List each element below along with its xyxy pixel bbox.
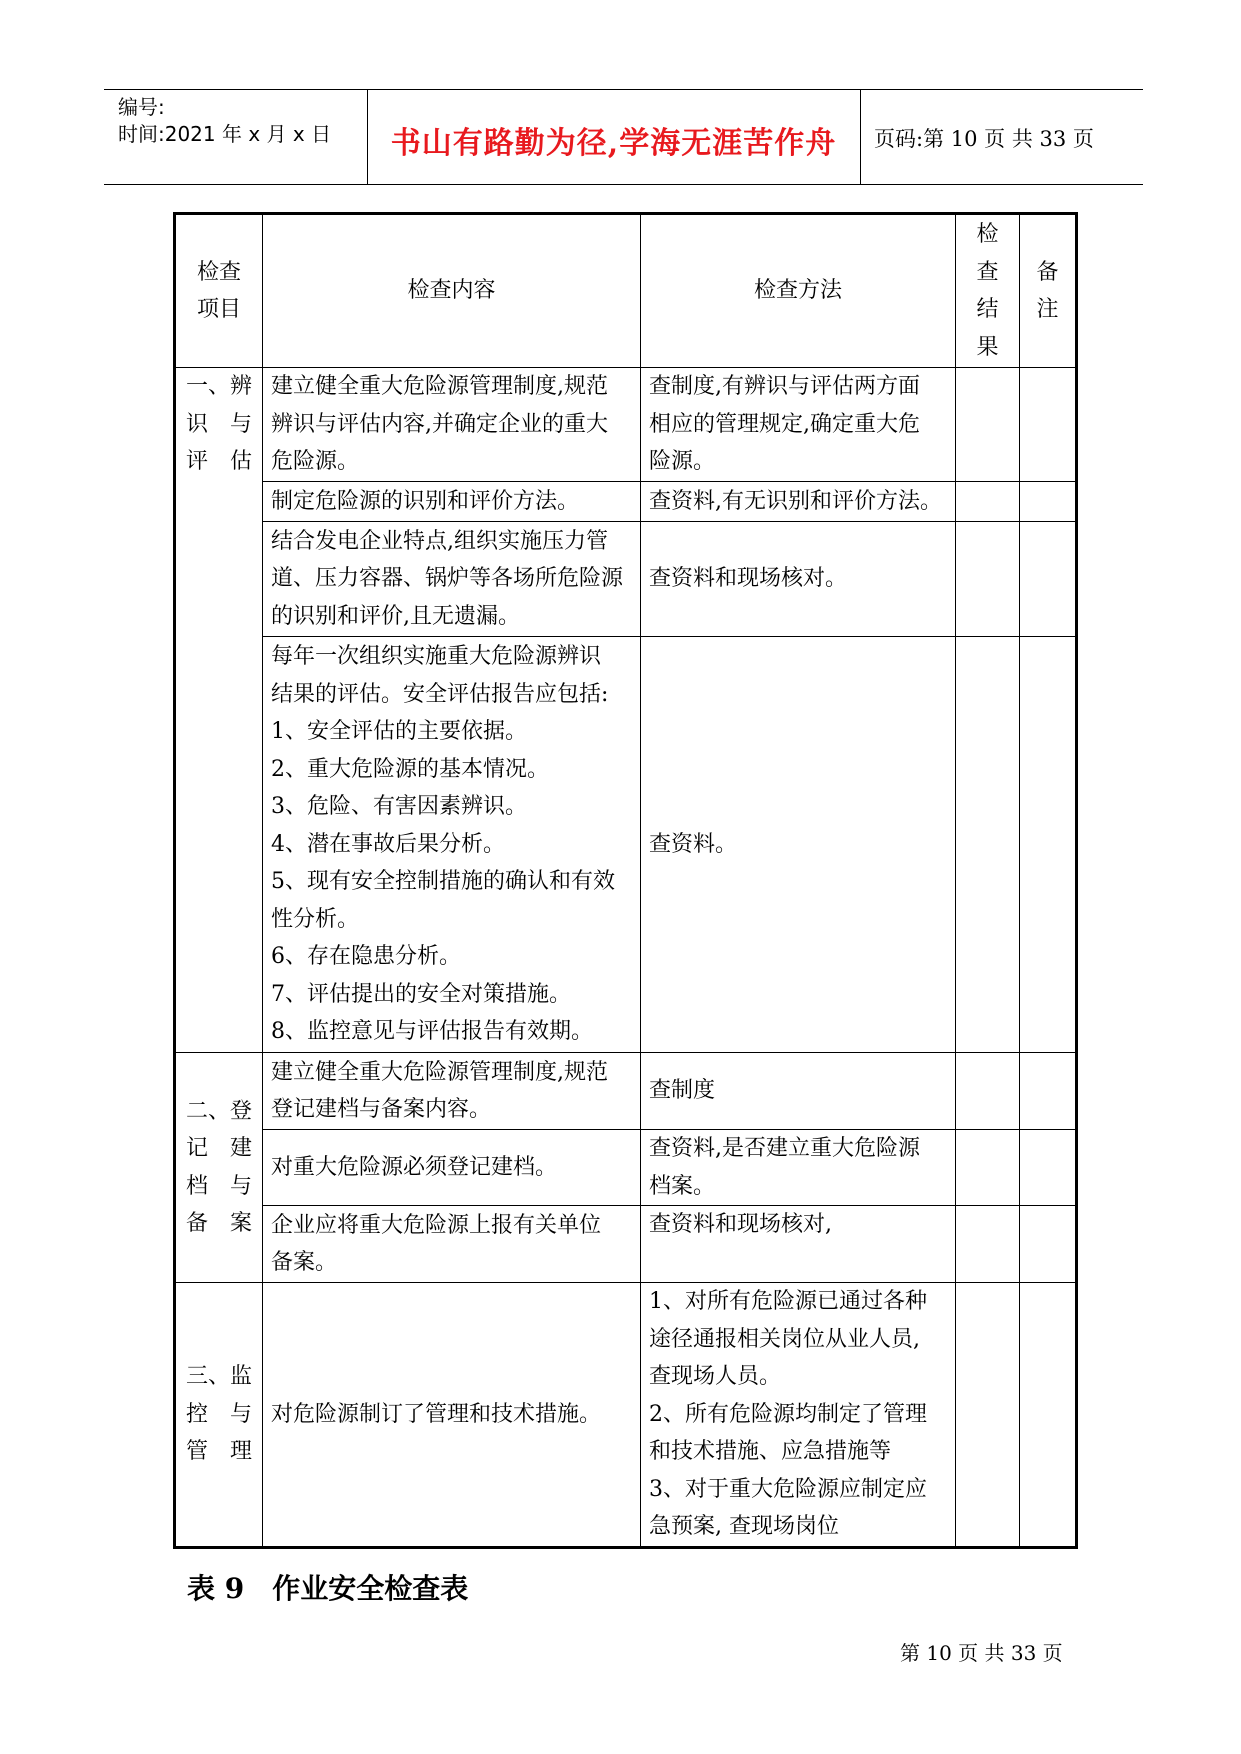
check-content-line: 企业应将重大危险源上报有关单位 [271, 1212, 602, 1238]
header-result-char: 检 [976, 222, 999, 247]
check-method-cell [641, 1130, 956, 1206]
header-meta [118, 94, 331, 148]
check-content-line: 对重大危险源必须登记建档。 [271, 1154, 558, 1180]
check-content-line: 1、安全评估的主要依据。 [271, 719, 528, 745]
remark-cell [1020, 482, 1077, 522]
check-method-cell [641, 1206, 956, 1283]
check-content-line: 道、压力容器、锅炉等各场所危险源 [271, 566, 624, 592]
header-item-text: 检查 [197, 259, 242, 285]
check-method-line: 险源。 [649, 449, 716, 475]
check-method-line: 查资料。 [649, 831, 738, 857]
check-content-cell [263, 1283, 641, 1548]
check-result-cell [956, 637, 1020, 1053]
section-item-text: 档 与 [186, 1173, 253, 1199]
header-page-info: 页码:第 10 页 共 33 页 [874, 127, 1094, 151]
check-content-cell [263, 1053, 641, 1130]
check-method-line: 查资料和现场核对, [649, 1212, 833, 1237]
table-row [175, 1053, 1077, 1130]
remark-cell [1020, 1130, 1077, 1206]
header-remark-char: 备 [1036, 259, 1059, 285]
section-item-text: 管理 [186, 1439, 253, 1465]
check-result-cell [956, 1283, 1020, 1548]
section-item-cell [175, 1053, 263, 1283]
check-content-line: 建立健全重大危险源管理制度,规范 [271, 374, 609, 400]
check-result-cell [956, 1206, 1020, 1283]
table-row [175, 1283, 1077, 1548]
check-content-cell [263, 368, 641, 482]
remark-cell [1020, 368, 1077, 482]
check-content-line: 备案。 [271, 1250, 338, 1275]
check-content-line: 8、监控意见与评估报告有效期。 [271, 1019, 594, 1045]
table-header-row [175, 214, 1077, 368]
check-method-line: 查制度 [649, 1078, 716, 1104]
section-item-text: 评估 [186, 449, 253, 474]
inspection-table [173, 212, 1078, 1549]
check-method-cell [641, 522, 956, 637]
remark-cell [1020, 637, 1077, 1053]
check-content-line: 每年一次组织实施重大危险源辨识 [271, 644, 602, 670]
check-result-cell [956, 482, 1020, 522]
check-method-cell [641, 482, 956, 522]
section-item-text: 记 建 [186, 1136, 253, 1161]
header-time-label: 时间:2021 年 x 月 x 日 [118, 122, 332, 146]
header-content: 检查内容 [263, 214, 641, 368]
header-item-text: 项目 [197, 297, 242, 322]
section-item-text: 三、监 [186, 1364, 253, 1390]
table-row [175, 637, 1077, 1053]
check-content-line: 制定危险源的识别和评价方法。 [271, 488, 580, 514]
section-item-text: 二、登 [186, 1098, 253, 1124]
check-method-cell [641, 637, 956, 1053]
check-content-line: 3、危险、有害因素辨识。 [271, 794, 528, 820]
header-remark-char: 注 [1036, 297, 1059, 322]
check-method-line: 1、对所有危险源已通过各种 [649, 1289, 928, 1315]
check-method-line: 查资料,是否建立重大危险源 [649, 1136, 921, 1161]
check-content-cell [263, 522, 641, 637]
remark-cell [1020, 1206, 1077, 1283]
check-content-line: 结合发电企业特点,组织实施压力管 [271, 528, 609, 554]
check-content-line: 登记建档与备案内容。 [271, 1097, 492, 1122]
check-content-cell [263, 482, 641, 522]
table-row [175, 482, 1077, 522]
check-method-line: 途径通报相关岗位从业人员, [649, 1326, 921, 1352]
check-content-line: 结果的评估。安全评估报告应包括: [271, 681, 609, 707]
check-content-line: 对危险源制订了管理和技术措施。 [271, 1401, 602, 1427]
section-item-cell [175, 1283, 263, 1548]
check-result-cell [956, 1053, 1020, 1130]
table-caption [187, 1567, 468, 1607]
page-footer: 第 10 页 共 33 页 [900, 1641, 1063, 1665]
check-result-cell [956, 522, 1020, 637]
section-item-text: 备案 [186, 1211, 253, 1236]
remark-cell [1020, 1283, 1077, 1548]
check-method-line: 2、所有危险源均制定了管理 [649, 1401, 928, 1427]
remark-cell [1020, 522, 1077, 637]
table-row [175, 1206, 1077, 1283]
table-row [175, 368, 1077, 482]
check-method-line: 档案。 [649, 1173, 716, 1199]
header-number-label: 编号: [118, 95, 165, 119]
header-motto: 书山有路勤为径,学海无涯苦作舟 [390, 126, 837, 161]
check-content-cell [263, 637, 641, 1053]
caption-title: 作业安全检查表 [272, 1572, 469, 1605]
check-content-line: 2、重大危险源的基本情况。 [271, 756, 550, 782]
check-method-line: 查资料和现场核对。 [649, 566, 848, 592]
check-method-cell [641, 1283, 956, 1548]
page-header [104, 89, 1143, 185]
check-method-cell [641, 1053, 956, 1130]
check-content-line: 的识别和评价,且无遗漏。 [271, 603, 521, 629]
table-row [175, 1130, 1077, 1206]
check-content-line: 6、存在隐患分析。 [271, 944, 462, 970]
header-remark [1020, 214, 1077, 368]
check-method-line: 查现场人员。 [649, 1364, 782, 1390]
check-method-line: 3、对于重大危险源应制定应 [649, 1476, 928, 1502]
header-result-char: 查 [976, 259, 999, 285]
check-method-line: 急预案, 查现场岗位 [649, 1514, 840, 1540]
check-method-line: 相应的管理规定,确定重大危 [649, 411, 921, 437]
check-method-cell [641, 368, 956, 482]
section-item-text: 控 与 [186, 1401, 253, 1427]
check-method-line: 查制度,有辨识与评估两方面 [649, 374, 921, 400]
check-content-line: 性分析。 [271, 906, 360, 932]
remark-cell [1020, 1053, 1077, 1130]
header-result-char: 结 [976, 297, 999, 322]
check-method-line: 和技术措施、应急措施等 [649, 1439, 892, 1465]
check-method-line: 查资料,有无识别和评价方法。 [649, 488, 943, 514]
check-content-line: 5、现有安全控制措施的确认和有效 [271, 869, 616, 895]
check-result-cell [956, 368, 1020, 482]
check-content-line: 7、评估提出的安全对策措施。 [271, 981, 572, 1007]
section-item-text: 识 与 [186, 411, 253, 437]
check-content-line: 危险源。 [271, 449, 360, 475]
header-method: 检查方法 [641, 214, 956, 368]
section-item-text: 一、辨 [186, 374, 253, 399]
check-content-line: 4、潜在事故后果分析。 [271, 831, 506, 857]
check-content-cell [263, 1206, 641, 1283]
table-row [175, 522, 1077, 637]
check-content-cell [263, 1130, 641, 1206]
header-result-char: 果 [976, 334, 999, 360]
section-item-cell [175, 368, 263, 1053]
header-result [956, 214, 1020, 368]
caption-number: 表 9 [187, 1572, 245, 1605]
check-result-cell [956, 1130, 1020, 1206]
header-item [175, 214, 263, 368]
check-content-line: 辨识与评估内容,并确定企业的重大 [271, 411, 609, 437]
header-divider [860, 90, 861, 184]
check-content-line: 建立健全重大危险源管理制度,规范 [271, 1059, 609, 1085]
